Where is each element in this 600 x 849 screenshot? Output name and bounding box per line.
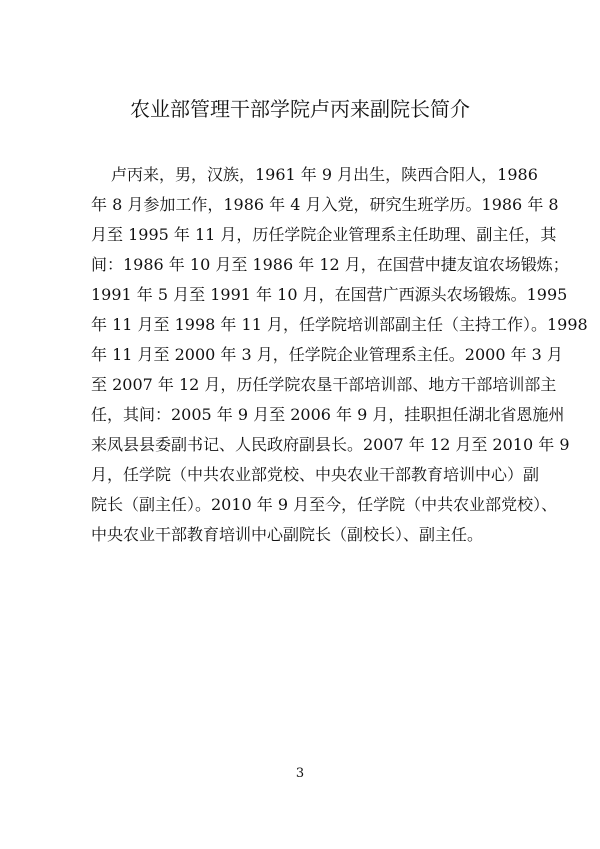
body-line: 来凤县县委副书记、人民政府副县长。2007 年 12 月至 2010 年 9: [91, 435, 570, 454]
body-line: 任，其间：2005 年 9 月至 2006 年 9 月，挂职担任湖北省恩施州: [91, 405, 565, 424]
body-line: 月至 1995 年 11 月，历任学院企业管理系主任助理、副主任，其: [91, 225, 557, 244]
body-line: 中央农业干部教育培训中心副院长（副校长）、副主任。: [91, 525, 484, 544]
body-line: 院长（副主任）。2010 年 9 月至今，任学院（中共农业部党校）、: [91, 495, 558, 514]
body-line: 年 11 月至 2000 年 3 月，任学院企业管理系主任。2000 年 3 月: [91, 345, 563, 364]
body-line: 1991 年 5 月至 1991 年 10 月，在国营广西源头农场锻炼。1995: [91, 285, 568, 304]
document-body: [91, 160, 588, 550]
body-line: 至 2007 年 12 月，历任学院农垦干部培训部、地方干部培训部主: [91, 375, 557, 394]
body-line: 间：1986 年 10 月至 1986 年 12 月，在国营中捷友谊农场锻炼；: [91, 255, 569, 274]
document-title: 农业部管理干部学院卢丙来副院长简介: [130, 97, 470, 121]
body-line: 年 11 月至 1998 年 11 月，任学院培训部副主任（主持工作）。1998: [91, 315, 588, 334]
body-line: 年 8 月参加工作，1986 年 4 月入党，研究生班学历。1986 年 8: [91, 195, 559, 214]
page-number: 3: [295, 766, 305, 781]
body-line: 月，任学院（中共农业部党校、中央农业干部教育培训中心）副: [91, 465, 540, 484]
body-line: 卢丙来，男，汉族，1961 年 9 月出生，陕西合阳人，1986: [111, 165, 538, 184]
